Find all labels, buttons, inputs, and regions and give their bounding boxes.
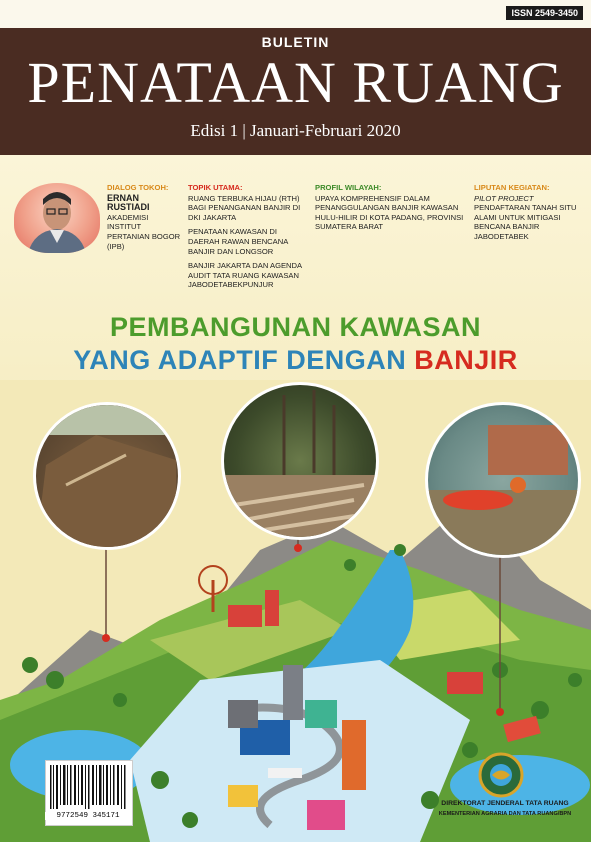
flood-debris-photo [221, 382, 379, 540]
footer-directorate: DIREKTORAT JENDERAL TATA RUANG [441, 800, 569, 807]
toc-dialog-tokoh [107, 183, 183, 251]
toc-category-label: TOPIK UTAMA: [188, 183, 243, 192]
toc-item[interactable]: PENATAAN KAWASAN DI DAERAH RAWAN BENCANA BANJIR DAN LONGSOR [188, 227, 288, 256]
interviewee-role: AKADEMISI INSTITUT PERTANIAN BOGOR (IPB) [107, 212, 181, 251]
toc-item[interactable]: PENDAFTARAN TANAH SITU ALAMI UNTUK MITIGASI BENCANA BANJIR JABODETABEK [474, 203, 577, 241]
edition-info: Edisi 1 | Januari-Februari 2020 [190, 121, 401, 140]
interviewee-name: ERNAN RUSTIADI [107, 192, 150, 213]
top-strip [0, 0, 591, 28]
toc-topik-utama [188, 183, 308, 295]
toc-profil-wilayah [315, 183, 465, 237]
toc-item[interactable]: BANJIR JAKARTA DAN AGENDA AUDIT TATA RUANG KAWASAN JABODETABEKPUNJUR [188, 261, 302, 290]
toc-liputan-kegiatan [474, 183, 586, 247]
toc-category-label: DIALOG TOKOH: [107, 183, 169, 192]
avatar [14, 183, 100, 253]
headline-highlight: BANJIR [414, 345, 518, 375]
toc-item[interactable]: UPAYA KOMPREHENSIF DALAM PENANGGULANGAN BANJIR KAWASAN HULU-HILIR DI KOTA PADANG, PROVINSI SUMATERA BARAT [315, 193, 464, 232]
magazine-title: PENATAAN RUANG [27, 50, 564, 115]
headline-line2 [0, 345, 591, 376]
issn-label: ISSN 2549-3450 [506, 6, 583, 20]
landslide-photo [33, 402, 181, 550]
headline-line1: PEMBANGUNAN KAWASAN [109, 312, 481, 342]
masthead-label: BULETIN [261, 34, 330, 50]
flood-rescue-photo [425, 402, 581, 558]
toc-item[interactable]: RUANG TERBUKA HIJAU (RTH) BAGI PENANGANAN BANJIR DI DKI JAKARTA [188, 193, 301, 222]
ministry-logo [478, 752, 524, 798]
toc-subtitle: PILOT PROJECT [474, 193, 534, 203]
toc-category-label: PROFIL WILAYAH: [315, 183, 382, 192]
toc-category-label: LIPUTAN KEGIATAN: [474, 183, 550, 192]
barcode-number: 9772549 345171 [45, 812, 131, 820]
footer-ministry: KEMENTERIAN AGRARIA DAN TATA RUANG/BPN [438, 811, 572, 817]
headline-line2-text: YANG ADAPTIF DENGAN [73, 345, 415, 375]
